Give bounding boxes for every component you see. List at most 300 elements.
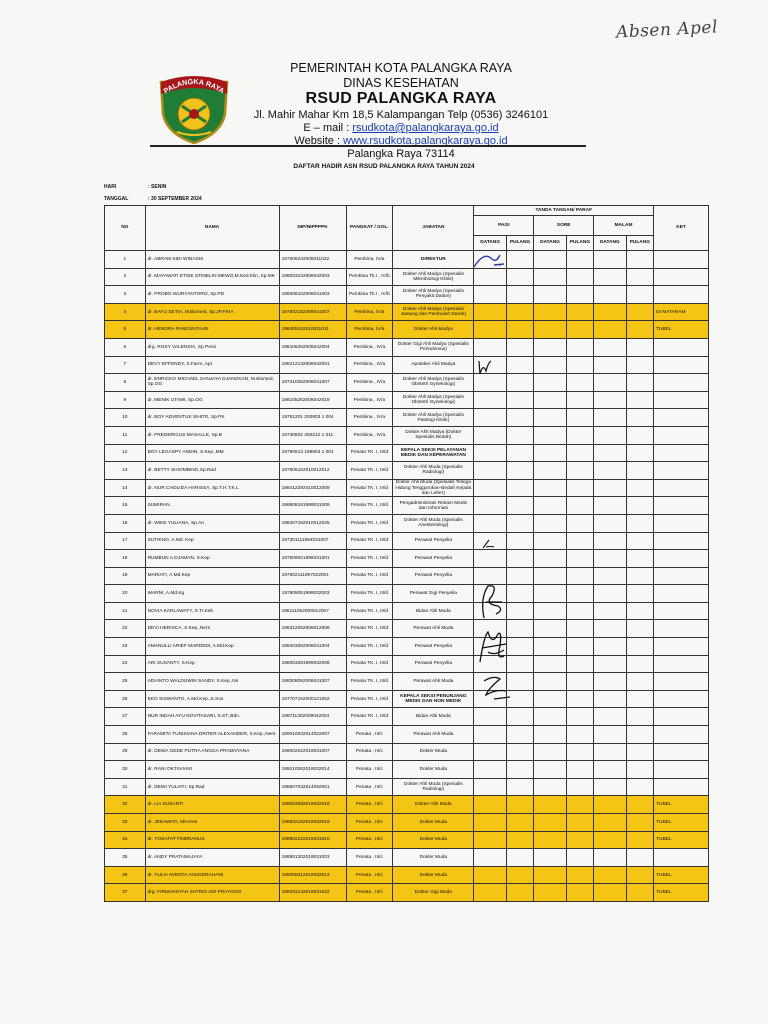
signature-cell-pagi-datang[interactable]: [474, 479, 506, 497]
signature-cell-pagi-datang[interactable]: [474, 321, 506, 339]
signature-cell-sore-datang[interactable]: [534, 620, 566, 638]
signature-cell-malam-datang[interactable]: [594, 321, 626, 339]
signature-cell-sore-pulang[interactable]: [566, 778, 593, 796]
signature-cell-pagi-datang[interactable]: [474, 391, 506, 409]
signature-cell-sore-datang[interactable]: [534, 497, 566, 515]
row-nip: 199203142019031022: [279, 884, 346, 902]
signature-cell-malam-pulang[interactable]: [626, 303, 653, 321]
signature-cell-sore-pulang[interactable]: [566, 673, 593, 691]
signature-cell-sore-datang[interactable]: [534, 743, 566, 761]
signature-cell-sore-pulang[interactable]: [566, 585, 593, 603]
signature-cell-sore-pulang[interactable]: [566, 602, 593, 620]
signature-cell-malam-datang[interactable]: [594, 497, 626, 515]
signature-cell-sore-datang[interactable]: [534, 356, 566, 374]
row-no: 32: [105, 796, 146, 814]
signature-cell-pagi-pulang[interactable]: [506, 866, 533, 884]
signature-cell-pagi-datang[interactable]: [474, 743, 506, 761]
signature-cell-sore-datang[interactable]: [534, 849, 566, 867]
signature-cell-pagi-pulang[interactable]: [506, 884, 533, 902]
signature-cell-malam-datang[interactable]: [594, 426, 626, 444]
signature-cell-malam-pulang[interactable]: [626, 497, 653, 515]
row-no: 23: [105, 638, 146, 656]
signature-cell-pagi-datang[interactable]: [474, 778, 506, 796]
signature-cell-malam-datang[interactable]: [594, 673, 626, 691]
signature-cell-sore-pulang[interactable]: [566, 567, 593, 585]
signature-cell-malam-pulang[interactable]: [626, 567, 653, 585]
table-row: [105, 655, 709, 673]
signature-cell-malam-pulang[interactable]: [626, 673, 653, 691]
signature-cell-sore-pulang[interactable]: [566, 497, 593, 515]
row-nama: dr. MENIK UTAMI, Sp.OG: [145, 391, 279, 409]
signature-cell-pagi-pulang[interactable]: [506, 831, 533, 849]
signature-cell-sore-datang[interactable]: [534, 655, 566, 673]
signature-cell-malam-pulang[interactable]: [626, 268, 653, 286]
signature-cell-sore-datang[interactable]: [534, 585, 566, 603]
signature-cell-pagi-datang[interactable]: [474, 514, 506, 532]
header-ket: KET: [654, 206, 709, 251]
signature-cell-malam-pulang[interactable]: [626, 814, 653, 832]
signature-cell-pagi-pulang[interactable]: [506, 814, 533, 832]
signature-cell-pagi-datang[interactable]: [474, 884, 506, 902]
signature-cell-sore-datang[interactable]: [534, 409, 566, 427]
signature-cell-pagi-pulang[interactable]: [506, 778, 533, 796]
row-nip: 197707152000121002: [279, 690, 346, 708]
signature-cell-malam-pulang[interactable]: [626, 620, 653, 638]
signature-cell-pagi-pulang[interactable]: [506, 743, 533, 761]
table-row: [105, 866, 709, 884]
table-row: [105, 532, 709, 550]
signature-cell-sore-datang[interactable]: [534, 303, 566, 321]
signature-cell-pagi-pulang[interactable]: [506, 497, 533, 515]
signature-cell-sore-pulang[interactable]: [566, 286, 593, 304]
signature-cell-pagi-datang[interactable]: [474, 286, 506, 304]
signature-cell-pagi-datang[interactable]: [474, 462, 506, 480]
row-nama: DEVY EFFENDY, S.Farm.,Apt: [145, 356, 279, 374]
signature-cell-sore-pulang[interactable]: [566, 338, 593, 356]
signature-cell-malam-datang[interactable]: [594, 814, 626, 832]
row-jabatan: Pengadministrasi Rekam Medis dan Informasi: [393, 497, 474, 515]
signature-cell-sore-datang[interactable]: [534, 884, 566, 902]
signature-cell-sore-pulang[interactable]: [566, 620, 593, 638]
signature-cell-malam-pulang[interactable]: [626, 585, 653, 603]
signature-cell-malam-datang[interactable]: [594, 514, 626, 532]
table-row: [105, 374, 709, 392]
signature-cell-malam-datang[interactable]: [594, 796, 626, 814]
signature-cell-pagi-datang[interactable]: [474, 497, 506, 515]
signature-cell-sore-pulang[interactable]: [566, 479, 593, 497]
signature-cell-sore-datang[interactable]: [534, 391, 566, 409]
signature-cell-malam-pulang[interactable]: [626, 690, 653, 708]
signature-cell-sore-datang[interactable]: [534, 338, 566, 356]
signature-cell-malam-datang[interactable]: [594, 550, 626, 568]
signature-cell-sore-datang[interactable]: [534, 638, 566, 656]
row-ket: [654, 391, 709, 409]
row-ket: [654, 268, 709, 286]
signature-cell-pagi-datang[interactable]: [474, 638, 506, 656]
signature-cell-malam-pulang[interactable]: [626, 866, 653, 884]
signature-cell-sore-datang[interactable]: [534, 673, 566, 691]
signature-cell-pagi-datang[interactable]: [474, 655, 506, 673]
signature-cell-pagi-datang[interactable]: [474, 726, 506, 744]
row-nama: FARAMITA TUNISIANA DRITER ALEXANDER, S.Kep.,Ners: [145, 726, 279, 744]
signature-cell-pagi-datang[interactable]: [474, 532, 506, 550]
signature-cell-pagi-pulang[interactable]: [506, 391, 533, 409]
row-jabatan: Dokter Gigi Muda: [393, 884, 474, 902]
signature-cell-malam-pulang[interactable]: [626, 778, 653, 796]
signature-cell-malam-datang[interactable]: [594, 409, 626, 427]
signature-cell-pagi-pulang[interactable]: [506, 251, 533, 269]
row-no: 12: [105, 444, 146, 462]
signature-cell-sore-pulang[interactable]: [566, 831, 593, 849]
row-jabatan: Dokter Ahli Madya (Dokter Spesialis Bedah): [393, 426, 474, 444]
signature-cell-pagi-pulang[interactable]: [506, 673, 533, 691]
signature-cell-malam-pulang[interactable]: [626, 462, 653, 480]
signature-cell-sore-pulang[interactable]: [566, 426, 593, 444]
table-row: [105, 690, 709, 708]
signature-cell-malam-pulang[interactable]: [626, 708, 653, 726]
signature-cell-pagi-datang[interactable]: [474, 602, 506, 620]
signature-cell-pagi-datang[interactable]: [474, 550, 506, 568]
row-ket: [654, 338, 709, 356]
row-pangkat: Penata TK. I, III/d: [346, 638, 393, 656]
letterhead-department: DINAS KESEHATAN: [343, 75, 459, 90]
signature-cell-pagi-pulang[interactable]: [506, 726, 533, 744]
signature-cell-malam-pulang[interactable]: [626, 849, 653, 867]
signature-cell-pagi-pulang[interactable]: [506, 849, 533, 867]
signature-cell-malam-pulang[interactable]: [626, 796, 653, 814]
signature-cell-malam-datang[interactable]: [594, 338, 626, 356]
signature-cell-pagi-pulang[interactable]: [506, 286, 533, 304]
row-no: 5: [105, 321, 146, 339]
signature-cell-pagi-datang[interactable]: [474, 866, 506, 884]
signature-cell-sore-pulang[interactable]: [566, 708, 593, 726]
row-jabatan: Dokter Ahli Madya (Spesialis Penyakit Dalam): [393, 286, 474, 304]
signature-cell-pagi-pulang[interactable]: [506, 655, 533, 673]
signature-cell-sore-pulang[interactable]: [566, 444, 593, 462]
signature-cell-sore-datang[interactable]: [534, 602, 566, 620]
row-no: 7: [105, 356, 146, 374]
signature-cell-pagi-datang[interactable]: [474, 268, 506, 286]
row-jabatan: Dokter Ahli Madya (Spesialis Mikrobiologi Klinik): [393, 268, 474, 286]
signature-cell-malam-datang[interactable]: [594, 374, 626, 392]
row-nama: dr. ABRAM SIDI WINASIS: [145, 251, 279, 269]
signature-cell-malam-datang[interactable]: [594, 567, 626, 585]
row-nama: NUR INDAH AYU NOVITASARI, S.ST.,Bdn.: [145, 708, 279, 726]
signature-cell-malam-pulang[interactable]: [626, 743, 653, 761]
signature-cell-pagi-pulang[interactable]: [506, 796, 533, 814]
signature-cell-pagi-datang[interactable]: [474, 567, 506, 585]
signature-cell-sore-pulang[interactable]: [566, 532, 593, 550]
signature-cell-sore-pulang[interactable]: [566, 321, 593, 339]
signature-cell-sore-pulang[interactable]: [566, 849, 593, 867]
signature-cell-pagi-pulang[interactable]: [506, 585, 533, 603]
signature-cell-pagi-datang[interactable]: [474, 444, 506, 462]
row-nama: dr. DEWI YULIATI, Sp.Rad: [145, 778, 279, 796]
signature-cell-pagi-datang[interactable]: [474, 409, 506, 427]
header-tanda-tangan: TANDA TANGAN/ PARAF: [474, 206, 654, 216]
signature-cell-malam-pulang[interactable]: [626, 286, 653, 304]
signature-cell-pagi-datang[interactable]: [474, 849, 506, 867]
signature-cell-malam-datang[interactable]: [594, 778, 626, 796]
table-row: [105, 567, 709, 585]
signature-cell-sore-pulang[interactable]: [566, 761, 593, 779]
row-ket: [654, 690, 709, 708]
signature-cell-pagi-datang[interactable]: [474, 761, 506, 779]
signature-cell-pagi-pulang[interactable]: [506, 532, 533, 550]
signature-cell-malam-pulang[interactable]: [626, 761, 653, 779]
signature-cell-sore-pulang[interactable]: [566, 638, 593, 656]
signature-cell-pagi-datang[interactable]: [474, 690, 506, 708]
signature-cell-sore-pulang[interactable]: [566, 268, 593, 286]
signature-cell-pagi-pulang[interactable]: [506, 409, 533, 427]
row-pangkat: Penata TK. I, III/d: [346, 708, 393, 726]
signature-cell-malam-datang[interactable]: [594, 620, 626, 638]
row-nama: dr. DEWA GEDE PUTRA ANGGA PRADNYANA: [145, 743, 279, 761]
signature-cell-sore-pulang[interactable]: [566, 374, 593, 392]
row-no: 3: [105, 286, 146, 304]
signature-cell-sore-pulang[interactable]: [566, 303, 593, 321]
signature-cell-malam-datang[interactable]: [594, 356, 626, 374]
signature-cell-malam-datang[interactable]: [594, 849, 626, 867]
signature-cell-sore-pulang[interactable]: [566, 550, 593, 568]
row-jabatan: Dokter Ahli Muda: [393, 796, 474, 814]
signature-cell-malam-datang[interactable]: [594, 655, 626, 673]
signature-cell-pagi-pulang[interactable]: [506, 550, 533, 568]
signature-cell-pagi-datang[interactable]: [474, 374, 506, 392]
signature-cell-sore-datang[interactable]: [534, 268, 566, 286]
signature-cell-pagi-pulang[interactable]: [506, 479, 533, 497]
signature-cell-pagi-pulang[interactable]: [506, 602, 533, 620]
signature-cell-pagi-datang[interactable]: [474, 796, 506, 814]
signature-cell-sore-datang[interactable]: [534, 567, 566, 585]
signature-cell-malam-datang[interactable]: [594, 708, 626, 726]
signature-cell-sore-pulang[interactable]: [566, 690, 593, 708]
signature-cell-malam-pulang[interactable]: [626, 444, 653, 462]
signature-cell-sore-pulang[interactable]: [566, 514, 593, 532]
signature-cell-pagi-pulang[interactable]: [506, 426, 533, 444]
signature-cell-sore-pulang[interactable]: [566, 409, 593, 427]
row-no: 25: [105, 673, 146, 691]
signature-cell-sore-pulang[interactable]: [566, 866, 593, 884]
signature-cell-pagi-pulang[interactable]: [506, 356, 533, 374]
row-nip: 199010032014022007: [279, 726, 346, 744]
signature-cell-malam-pulang[interactable]: [626, 831, 653, 849]
signature-cell-pagi-pulang[interactable]: [506, 708, 533, 726]
signature-cell-sore-datang[interactable]: [534, 550, 566, 568]
signature-cell-pagi-datang[interactable]: [474, 585, 506, 603]
signature-cell-malam-datang[interactable]: [594, 286, 626, 304]
table-row: [105, 743, 709, 761]
signature-cell-malam-datang[interactable]: [594, 866, 626, 884]
signature-cell-sore-pulang[interactable]: [566, 391, 593, 409]
signature-cell-sore-datang[interactable]: [534, 251, 566, 269]
signature-cell-sore-pulang[interactable]: [566, 356, 593, 374]
signature-cell-sore-datang[interactable]: [534, 286, 566, 304]
signature-cell-malam-pulang[interactable]: [626, 251, 653, 269]
signature-cell-pagi-datang[interactable]: [474, 426, 506, 444]
signature-cell-malam-datang[interactable]: [594, 638, 626, 656]
signature-cell-sore-datang[interactable]: [534, 831, 566, 849]
row-no: 17: [105, 532, 146, 550]
signature-cell-sore-datang[interactable]: [534, 514, 566, 532]
signature-cell-sore-datang[interactable]: [534, 726, 566, 744]
table-row: [105, 726, 709, 744]
signature-cell-pagi-pulang[interactable]: [506, 690, 533, 708]
signature-cell-sore-datang[interactable]: [534, 814, 566, 832]
signature-cell-malam-pulang[interactable]: [626, 426, 653, 444]
letterhead-website-line: Website : www.rsudkota.palangkaraya.go.id: [294, 135, 508, 147]
table-row: [105, 479, 709, 497]
signature-cell-malam-datang[interactable]: [594, 444, 626, 462]
signature-cell-pagi-datang[interactable]: [474, 814, 506, 832]
row-pangkat: Penata TK. I, III/d: [346, 514, 393, 532]
signature-cell-pagi-pulang[interactable]: [506, 444, 533, 462]
signature-cell-pagi-datang[interactable]: [474, 303, 506, 321]
signature-cell-pagi-pulang[interactable]: [506, 462, 533, 480]
row-ket: [654, 479, 709, 497]
website-link[interactable]: www.rsudkota.palangkaraya.go.id: [343, 135, 508, 147]
table-row: [105, 550, 709, 568]
row-ket: [654, 778, 709, 796]
signature-cell-sore-datang[interactable]: [534, 479, 566, 497]
signature-cell-pagi-datang[interactable]: [474, 620, 506, 638]
table-row: [105, 321, 709, 339]
signature-cell-malam-pulang[interactable]: [626, 356, 653, 374]
signature-cell-sore-datang[interactable]: [534, 778, 566, 796]
signature-cell-pagi-datang[interactable]: [474, 708, 506, 726]
signature-cell-sore-pulang[interactable]: [566, 814, 593, 832]
row-ket: [654, 849, 709, 867]
row-nip: 198412292010012009: [279, 479, 346, 497]
signature-cell-malam-datang[interactable]: [594, 268, 626, 286]
row-ket: TUBEL: [654, 866, 709, 884]
signature-cell-malam-datang[interactable]: [594, 251, 626, 269]
row-pangkat: Penata , III/c: [346, 814, 393, 832]
signature-cell-sore-datang[interactable]: [534, 321, 566, 339]
row-jabatan: Dokter Muda: [393, 761, 474, 779]
header-no: NO: [105, 206, 146, 251]
signature-cell-malam-pulang[interactable]: [626, 532, 653, 550]
signature-cell-sore-datang[interactable]: [534, 374, 566, 392]
letterhead-city: Palangka Raya 73114: [347, 148, 455, 160]
signature-cell-malam-pulang[interactable]: [626, 550, 653, 568]
signature-cell-sore-pulang[interactable]: [566, 884, 593, 902]
row-jabatan: Dokter Ahli Madya (Spesialis Jantung dan Pembuluh Darah): [393, 303, 474, 321]
signature-cell-malam-datang[interactable]: [594, 532, 626, 550]
signature-cell-pagi-pulang[interactable]: [506, 620, 533, 638]
row-pangkat: Penata TK. I, III/d: [346, 655, 393, 673]
signature-cell-sore-pulang[interactable]: [566, 726, 593, 744]
table-row: [105, 602, 709, 620]
signature-cell-malam-pulang[interactable]: [626, 602, 653, 620]
signature-cell-malam-pulang[interactable]: [626, 321, 653, 339]
signature-cell-pagi-pulang[interactable]: [506, 338, 533, 356]
signature-cell-pagi-datang[interactable]: [474, 831, 506, 849]
row-nip: 197805051999032003: [279, 585, 346, 603]
signature-cell-malam-pulang[interactable]: [626, 479, 653, 497]
signature-cell-pagi-pulang[interactable]: [506, 638, 533, 656]
row-pangkat: Penata TK. I, III/d: [346, 620, 393, 638]
row-nip: 197602111997022001: [279, 567, 346, 585]
signature-cell-pagi-pulang[interactable]: [506, 321, 533, 339]
signature-cell-malam-pulang[interactable]: [626, 409, 653, 427]
signature-cell-malam-datang[interactable]: [594, 602, 626, 620]
signature-cell-sore-datang[interactable]: [534, 796, 566, 814]
row-ket: TUBEL: [654, 321, 709, 339]
signature-cell-pagi-pulang[interactable]: [506, 761, 533, 779]
row-nama: dr. ANDY PRATAMAJAYA: [145, 849, 279, 867]
signature-cell-malam-datang[interactable]: [594, 585, 626, 603]
signature-cell-pagi-pulang[interactable]: [506, 268, 533, 286]
signature-cell-sore-pulang[interactable]: [566, 796, 593, 814]
row-ket: [654, 462, 709, 480]
signature-cell-sore-datang[interactable]: [534, 866, 566, 884]
signature-cell-malam-pulang[interactable]: [626, 391, 653, 409]
signature-cell-pagi-datang[interactable]: [474, 251, 506, 269]
row-pangkat: Penata TK. I, III/d: [346, 673, 393, 691]
signature-cell-malam-pulang[interactable]: [626, 338, 653, 356]
signature-cell-sore-datang[interactable]: [534, 532, 566, 550]
signature-cell-sore-datang[interactable]: [534, 708, 566, 726]
signature-cell-pagi-datang[interactable]: [474, 673, 506, 691]
signature-cell-sore-datang[interactable]: [534, 690, 566, 708]
table-row: [105, 338, 709, 356]
row-ket: [654, 444, 709, 462]
table-row: [105, 761, 709, 779]
row-ket: [654, 620, 709, 638]
signature-cell-pagi-datang[interactable]: [474, 338, 506, 356]
signature-cell-malam-pulang[interactable]: [626, 655, 653, 673]
row-nip: 198008102006041003: [279, 286, 346, 304]
signature-cell-sore-datang[interactable]: [534, 444, 566, 462]
header-sore: SORE: [534, 216, 594, 236]
signature-cell-sore-pulang[interactable]: [566, 462, 593, 480]
signature-cell-malam-pulang[interactable]: [626, 374, 653, 392]
signature-cell-malam-datang[interactable]: [594, 761, 626, 779]
signature-cell-pagi-pulang[interactable]: [506, 303, 533, 321]
signature-cell-malam-datang[interactable]: [594, 831, 626, 849]
signature-cell-malam-datang[interactable]: [594, 743, 626, 761]
signature-cell-pagi-pulang[interactable]: [506, 567, 533, 585]
signature-cell-pagi-pulang[interactable]: [506, 514, 533, 532]
signature-cell-malam-datang[interactable]: [594, 391, 626, 409]
signature-cell-sore-datang[interactable]: [534, 462, 566, 480]
signature-cell-sore-pulang[interactable]: [566, 655, 593, 673]
signature-cell-malam-pulang[interactable]: [626, 884, 653, 902]
signature-cell-malam-datang[interactable]: [594, 726, 626, 744]
signature-cell-malam-datang[interactable]: [594, 303, 626, 321]
signature-cell-malam-pulang[interactable]: [626, 638, 653, 656]
signature-cell-pagi-datang[interactable]: [474, 356, 506, 374]
table-row: [105, 391, 709, 409]
signature-cell-malam-datang[interactable]: [594, 884, 626, 902]
signature-cell-sore-pulang[interactable]: [566, 743, 593, 761]
signature-cell-pagi-pulang[interactable]: [506, 374, 533, 392]
signature-cell-sore-datang[interactable]: [534, 426, 566, 444]
signature-cell-malam-pulang[interactable]: [626, 726, 653, 744]
row-no: 6: [105, 338, 146, 356]
signature-cell-malam-datang[interactable]: [594, 690, 626, 708]
table-row: [105, 268, 709, 286]
table-row: [105, 303, 709, 321]
row-jabatan: Perawat Ahli Muda: [393, 620, 474, 638]
signature-cell-malam-pulang[interactable]: [626, 514, 653, 532]
signature-cell-malam-datang[interactable]: [594, 462, 626, 480]
email-link[interactable]: rsudkota@palangkaraya.go.id: [352, 122, 499, 134]
signature-cell-sore-pulang[interactable]: [566, 251, 593, 269]
signature-cell-sore-datang[interactable]: [534, 761, 566, 779]
signature-cell-malam-datang[interactable]: [594, 479, 626, 497]
